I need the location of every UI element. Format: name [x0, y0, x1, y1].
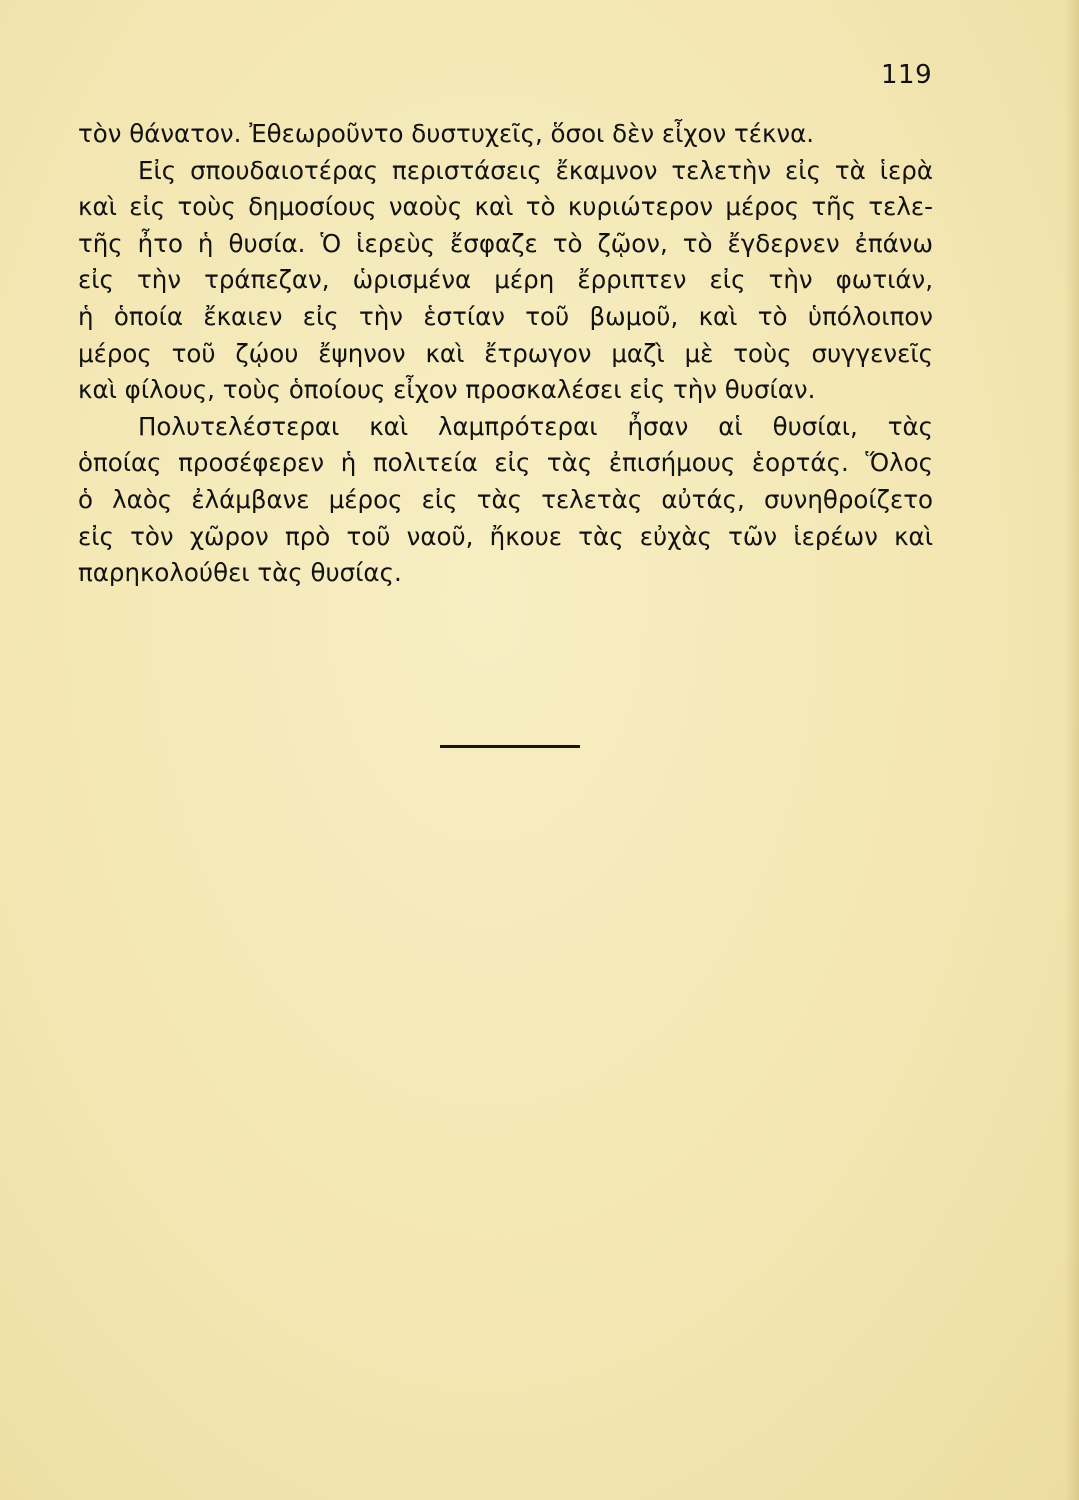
text-line: τὸν θάνατον. Ἐθεωροῦντο δυστυχεῖς, ὅσοι δὲν εἶχον τέκνα. — [78, 119, 815, 148]
text-line: εἰς τὴν τράπεζαν, ὡρισμένα μέρη ἔρριπτεν εἰς τὴν φωτιάν, — [78, 265, 933, 295]
page-number: 119 — [881, 60, 933, 90]
text-line: ὁποίας προσέφερεν ἡ πολιτεία εἰς τὰς ἐπισήμους ἑορτάς. Ὅλος — [78, 448, 933, 478]
text-line: εἰς τὸν χῶρον πρὸ τοῦ ναοῦ, ἤκουε τὰς εὐχὰς τῶν ἱερέων καὶ — [78, 521, 933, 551]
text-line: καὶ εἰς τοὺς δημοσίους ναοὺς καὶ τὸ κυριώτερον μέρος τῆς τελε- — [78, 192, 933, 222]
text-line: μέρος τοῦ ζῴου ἔψηνον καὶ ἔτρωγον μαζὶ μὲ τοὺς συγγενεῖς — [78, 338, 933, 368]
text-line: Εἰς σπουδαιοτέρας περιστάσεις ἔκαμνον τελετὴν εἰς τὰ ἱερὰ — [138, 155, 933, 185]
page-edge-shadow — [1065, 0, 1079, 1500]
text-line: καὶ φίλους, τοὺς ὁποίους εἶχον προσκαλέσει εἰς τὴν θυσίαν. — [78, 375, 816, 405]
text-line: Πολυτελέστεραι καὶ λαμπρότεραι ἦσαν αἱ θυσίαι, τὰς — [138, 411, 933, 441]
body-text — [78, 116, 933, 592]
text-line: ὁ λαὸς ἐλάμβανε μέρος εἰς τὰς τελετὰς αὐτάς, συνηθροίζετο — [78, 484, 933, 514]
section-divider — [440, 745, 580, 748]
text-line: τῆς ἦτο ἡ θυσία. Ὁ ἱερεὺς ἔσφαζε τὸ ζῷον, τὸ ἔγδερνεν ἐπάνω — [78, 228, 933, 258]
text-line: παρηκολούθει τὰς θυσίας. — [78, 558, 402, 588]
text-line: ἡ ὁποία ἔκαιεν εἰς τὴν ἑστίαν τοῦ βωμοῦ, καὶ τὸ ὑπόλοιπον — [78, 301, 933, 331]
